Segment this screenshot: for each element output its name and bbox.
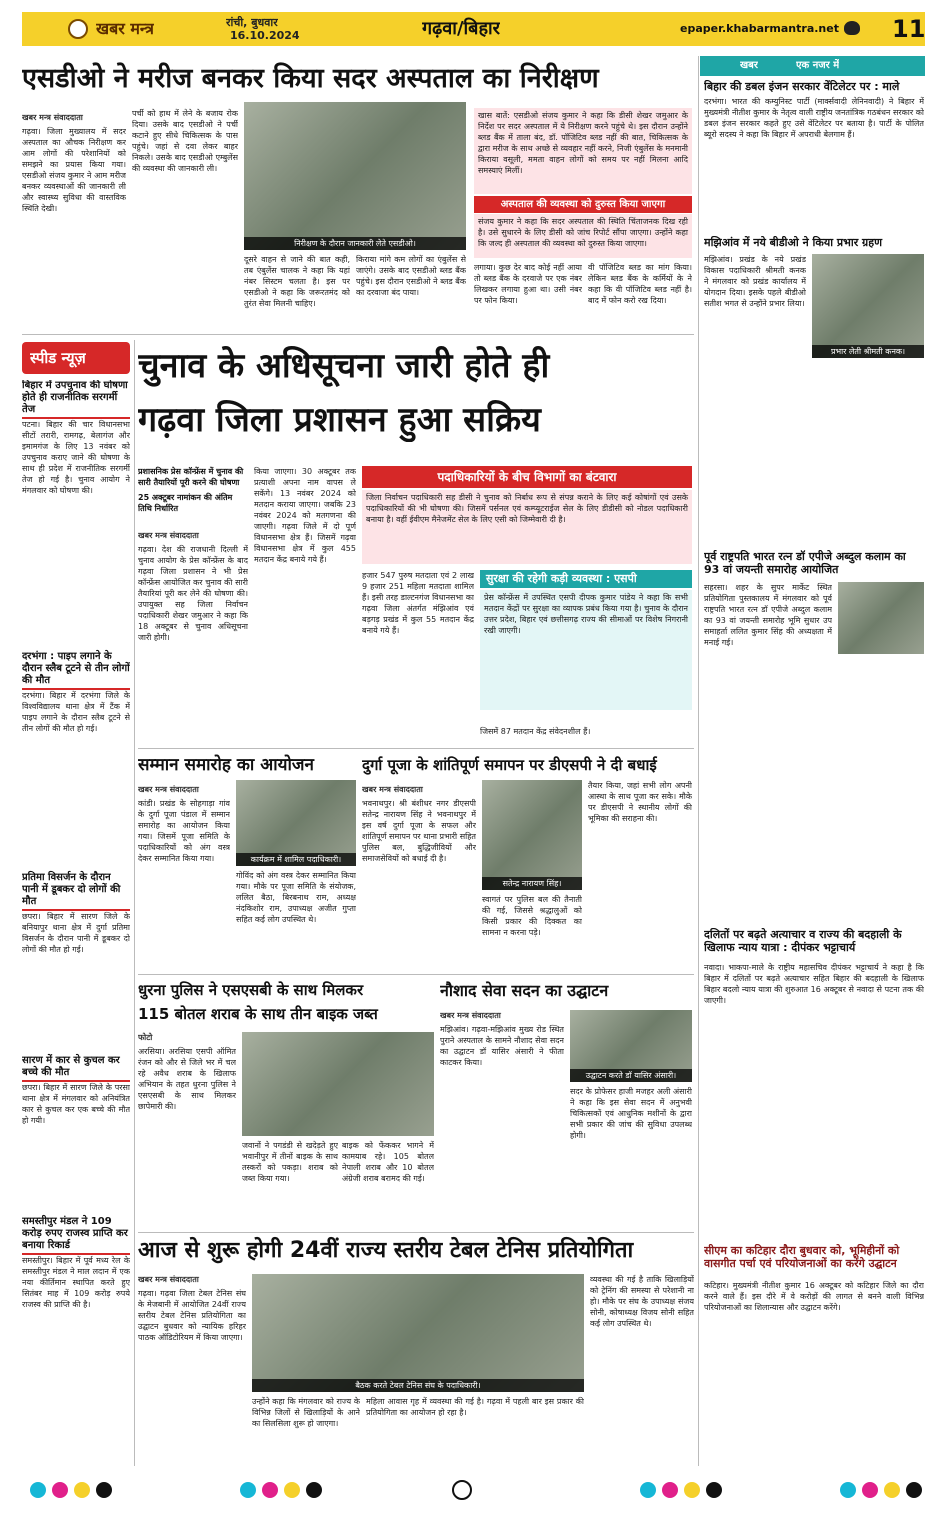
samman-col2: गोविंद को अंग वस्त्र देकर सम्मानित किया गया। मौके पर पूजा समिति के संयोजक, ललित बैठा, बिरबनाथ राम, अध्यक्ष नंदकिशोर राम, उपाध्यक्ष अजीत गुप्ता सहित कई लोग उपस्थित थे। — [236, 871, 356, 924]
main-teal-text: प्रेस कॉन्फ्रेंस में उपस्थित एसपी दीपक कुमार पांडेय ने कहा कि सभी मतदान केंद्रों पर सुरक्षा का व्यापक प्रबंध किया गया है। चुनाव के दौरान उत्तर प्रदेश, बिहार एवं छत्तीसगढ़ राज्य की सीमाओं पर विशेष निगरानी रखी जाएगी। — [480, 590, 692, 710]
speed-item-title-4: सारण में कार से कुचल कर बच्चे की मौत — [22, 1055, 130, 1082]
color-dot-black-3 — [706, 1482, 722, 1498]
page-number: 11 — [892, 15, 925, 43]
main-pink-text: जिला निर्वाचन पदाधिकारी सह डीसी ने चुनाव को निर्बाध रूप से संपन्न कराने के लिए कई कोषांगों एवं उसके पदाधिकारियों की भी घोषणा की। जिसमें पर्सनल एवं कम्प्यूटराईज सेल के लिए डीडीसी को नोडल पदाधिकारी बनाया है। वहीं ईवीएम मैनेजमेंट सेल के लिए एसी को जिम्मेवारी दी है। — [362, 490, 692, 564]
color-dot-cyan-4 — [840, 1482, 856, 1498]
column-rule-left — [134, 340, 135, 1466]
samman-photo — [236, 780, 356, 866]
lead-byline: खबर मन्त्र संवाददाता — [22, 113, 83, 122]
durga-col2: स्वागतं पर पुलिस बल की तैनाती की गई, जिससे श्रद्धालुओं को किसी प्रकार की दिक्कत का सामना न करना पड़े। — [482, 895, 582, 937]
right-tag-2: एक नजर में — [796, 60, 840, 71]
color-dot-magenta-3 — [662, 1482, 678, 1498]
lead-subhead-text: संजय कुमार ने कहा कि सदर अस्पताल की स्थिति चिंताजनक दिख रही है। उसे सुधारने के लिए डीसी को जांच रिपोर्ट सौंपा जाएगा। उन्होंने कहा कि जल्द ही अस्पताल की व्यवस्था को दुरुस्त किया जाएगा। — [474, 214, 692, 258]
right-tag-bar — [700, 56, 925, 76]
right-item-text-1: दरभंगा। भारत की कम्युनिस्ट पार्टी (मार्क्सवादी लेनिनवादी) ने बिहार में मुख्यमंत्री नीतीश कुमार के नेतृत्व वाली राष्ट्रीय जनतांत्रिक गठबंधन सरकार को डबल इंजन सरकार कहते हुए उसे वेंटिलेटर पर बताया है। पार्टी के पोलित ब्यूरो सदस्य ने कहा कि बिहार में अपराधी बेलगाम हैं। — [704, 97, 924, 139]
speed-item-text-5: समस्तीपुर। बिहार में पूर्व मध्य रेल के समस्तीपुर मंडल ने माल लदान में एक नया कीर्तिमान स्थापित करते हुए सितंबर माह में 109 करोड़ रुपये राजस्व की प्राप्ति की है। — [22, 1256, 130, 1309]
main-col3: हजार 547 पुरुष मतदाता एवं 2 लाख 9 हजार 251 महिला मतदाता शामिल हैं। इसी तरह डाल्टनगंज विधानसभा का गढ़वा जिला अंतर्गत मंझिआंव एवं बड़गड़ प्रखंड में कुल 55 मतदान केंद्र बनाये गये हैं। — [362, 571, 474, 635]
main-teal-head: सुरक्षा की रहेगी कड़ी व्यवस्था : एसपी — [480, 570, 692, 588]
tt-photo — [252, 1274, 584, 1392]
durga-headline: दुर्गा पूजा के शांतिपूर्ण समापन पर डीएसपी ने दी बधाई — [362, 756, 657, 774]
lead-col6: लगाया। कुछ देर बाद कोई नहीं आया तो ब्लड बैंक के दरवाजे पर एक नंबर लिखकर लगाया हुआ था। उसी नंबर पर फोन किया। — [474, 263, 582, 305]
page-header — [22, 12, 925, 46]
section-rule-3 — [138, 974, 694, 975]
logo-text: खबर मन्त्र — [96, 19, 154, 38]
tt-col2: उन्होंने कहा कि मंगलवार को राज्य के विभिन्न जिलों से खिलाड़ियों के आने का सिलसिला शुरू हो जाएगा। — [252, 1397, 360, 1428]
naushad-photo — [570, 1010, 692, 1082]
speed-item-title-1: बिहार में उपचुनाव की घोषणा होते ही राजनीतिक सरगर्मी तेज — [22, 380, 130, 419]
color-dot-black-2 — [306, 1482, 322, 1498]
lead-col4: किराया मांगे कम लोगों का एंबुलेंस से जाएंगे। उसके बाद एसडीओ ब्लड बैंक पहुंचे। इस दौरान एसडीओ ने ब्लड बैंक का दरवाजा बंद पाया। — [356, 255, 466, 297]
speed-item-text-3: छपरा। बिहार में सारण जिले के बनियापुर थाना क्षेत्र में दुर्गा प्रतिमा विसर्जन के दौरान पानी में डूबकर दो लोगों की मौत हो गई। — [22, 912, 130, 954]
main-col1: गढ़वा। देश की राजधानी दिल्ली में चुनाव आयोग के प्रेस कॉन्फ्रेंस के बाद गढ़वा जिला प्रशासन ने भी प्रेस कॉन्फ्रेंस आयोजित कर चुनाव की सारी तैयारियां पूरी कर लेने की घोषणा की। उपायुक्त सह जिला निर्वाचन पदाधिकारी शेखर जमुआर ने कहा कि 18 अक्टूबर से चुनाव अधिसूचना जारी होगी। — [138, 545, 248, 642]
lead-col2: पर्ची को हाथ में लेने के बजाय रोक दिया। उसके बाद एसडीओ ने पर्ची कटाने हुए सीधे चिकित्सक के पास पहुंचे। जहां से दवा लेकर बाहर निकले। उसके बाद एसडीओ एम्बुलेंस की व्यवस्था की जानकारी ली। — [132, 109, 238, 173]
samman-col1: कांडी। प्रखंड के सोहगाड़ा गांव के दुर्गा पूजा पंडाल में सम्मान समारोह का आयोजन किया गया। जिसमें पूजा समिति के पदाधिकारियों को अंग वस्त्र देकर सम्मानित किया गया। — [138, 799, 230, 863]
right-item-title-3: पूर्व राष्ट्रपति भारत रत्न डॉ एपीजे अब्दुल कलाम का 93 वां जयन्ती समारोह आयोजित — [704, 550, 906, 576]
liquor-col1: अरसिया। अरसिया एसपी ऑमित रंजन को और से जिले भर में चल रहे अवैध शराब के खिलाफ अभियान के तहत धुरना पुलिस ने एसएसबी के साथ मिलकर छापेमारी की। — [138, 1047, 236, 1111]
speed-item-text-4: छपरा। बिहार में सारण जिले के परसा थाना क्षेत्र में मंगलवार को अनियंत्रित कार से कुचल कर एक बच्चे की मौत हो गयी। — [22, 1083, 130, 1125]
right-item-text-2: मझिआंव। प्रखंड के नये प्रखंड विकास पदाधिकारी श्रीमती कनक ने मंगलवार को प्रखंड कार्यालय में योगदान दिया। इसके पहले बीडीओ सतीश भगत से उन्होंने प्रभार लिया। — [704, 255, 806, 308]
header-city: रांची, बुधवार — [226, 16, 278, 29]
naushad-headline: नौशाद सेवा सदन का उद्घाटन — [440, 981, 609, 1000]
naushad-photo-caption: उद्घाटन करते डॉ यासिर अंसारी। — [570, 1069, 692, 1082]
lead-subhead: अस्पताल की व्यवस्था को दुरुस्त किया जाएगा — [474, 196, 692, 213]
naushad-col2: सदर के प्रोफेसर हाजी मजहर अली अंसारी ने कहा कि इस सेवा सदन में अनुभवी चिकित्सकों एवं आधुनिक मशीनों के द्वारा सभी प्रकार की जांच की सुविधा उपलब्ध होगी। — [570, 1087, 692, 1140]
color-dot-yellow — [74, 1482, 90, 1498]
section-rule-4 — [138, 1232, 694, 1233]
right-item-title-1: बिहार की डबल इंजन सरकार वेंटिलेटर पर : माले — [704, 80, 900, 93]
mouse-icon — [844, 21, 860, 35]
samman-byline: खबर मन्त्र संवाददाता — [138, 785, 199, 794]
main-bullets — [138, 466, 248, 526]
color-dot-black — [96, 1482, 112, 1498]
speed-item-text-2: दरभंगा। बिहार में दरभंगा जिले के विश्वविद्यालय थाना क्षेत्र में टैंक में पाइप लगाने के दौरान स्लैब टूटने से तीन लोगों की मौत हो गई। — [22, 691, 130, 733]
main-headline-line1: चुनाव के अधिसूचना जारी होते ही — [138, 346, 550, 386]
main-byline: खबर मन्त्र संवाददाता — [138, 531, 199, 540]
main-col2: किया जाएगा। 30 अक्टूबर तक प्रत्याशी अपना नाम वापस ले सकेंगे। 13 नवंबर 2024 को मतदान कराया जाएगा। जबकि 23 नवंबर 2024 को मतगणना की जाएगी। गढ़वा जिले में दो पूर्ण विधानसभा क्षेत्र हैं। जिसमें गढ़वा विधानसभा क्षेत्र में कुल 455 मतदान केंद्र बनाये गये हैं। — [254, 467, 356, 564]
section-rule-1 — [22, 334, 694, 335]
durga-photo — [482, 780, 582, 890]
color-dot-yellow-4 — [884, 1482, 900, 1498]
liquor-headline-1: धुरना पुलिस ने एसएसबी के साथ मिलकर — [138, 981, 364, 999]
color-dot-cyan-2 — [240, 1482, 256, 1498]
speed-item-title-2: दरभंगा : पाइप लगाने के दौरान स्लैब टूटने से तीन लोगों की मौत — [22, 651, 130, 690]
lead-col1: गढ़वा। जिला मुख्यालय में सदर अस्पताल का औचक निरीक्षण कर आम लोगों की परेशानियों को समझने का प्रयास किया गया। एसडीओ संजय कुमार ने आम मरीज बनकर व्यवस्थाओं की जानकारी ली और स्वास्थ्य सुविधा की वास्तविक स्थिति देखी। — [22, 127, 126, 213]
speed-news-label — [22, 342, 130, 374]
tt-col1: गढ़वा। गढ़वा जिला टेबल टेनिस संघ के मेजबानी में आयोजित 24वीं राज्य स्तरीय टेबल टेनिस प्रतियोगिता का उद्घाटन बुधवार को न्यायिक हरिहर पाठक ऑडिटोरियम में किया जाएगा। — [138, 1289, 246, 1342]
speed-news-list — [22, 380, 130, 1460]
main-headline-line2: गढ़वा जिला प्रशासन हुआ सक्रिय — [138, 400, 541, 440]
registration-mark-icon — [452, 1480, 472, 1500]
naushad-col1: मझिआंव। गढ़वा-मझिआंव मुख्य रोड स्थित पुराने अस्पताल के सामने नौशाद सेवा सदन का उद्घाटन डॉ यासिर अंसारी ने फीता काटकर किया। — [440, 1025, 564, 1067]
tt-photo-caption: बैठक करते टेबल टेनिस संघ के पदाधिकारी। — [252, 1379, 584, 1392]
section-rule-2 — [138, 748, 694, 749]
lead-col3: दूसरे वाहन से जाने की बात कही, तब एंबुलेंस चालक ने कहा कि यहां नंबर सिस्टम चलता है। इस पर एसडीओ ने कहा कि जरूरतमंद को तुरंत सेवा मिलनी चाहिए। — [244, 255, 350, 308]
right-item-text-5: कटिहार। मुख्यमंत्री नीतीश कुमार 16 अक्टूबर को कटिहार जिले का दौरा करने वाले हैं। इस दौरे में वे करोड़ों की लागत से बनने वाली विभिन्न परियोजनाओं का शिलान्यास और उद्घाटन करेंगे। — [704, 1281, 924, 1312]
main-col4: जिसमें 87 मतदान केंद्र संवेदनशील हैं। — [480, 727, 591, 736]
website-url[interactable]: epaper.khabarmantra.net — [680, 22, 839, 35]
color-dot-magenta — [52, 1482, 68, 1498]
right-item-text-4: नवादा। भाकपा-माले के राष्ट्रीय महासचिव दीपंकर भट्टाचार्य ने कहा है कि बिहार में दलितों पर बढ़ते अत्याचार सहित बिहार की बदहाली के खिलाफ बिहार बदलो न्याय यात्रा की शुरुआत 16 अक्टूबर से नवादा से पटना तक की जाएगी। — [704, 963, 924, 1005]
liquor-col3: बाइक को फेंककर भागने में कामयाब रहे। 105 बोतल नेपाली शराब और 10 बोतल अंग्रेजी शराब बरामद की गई। — [342, 1141, 434, 1183]
lead-photo — [244, 102, 466, 250]
main-bullet-1: प्रशासनिक प्रेस कॉन्फ्रेंस में चुनाव की सारी तैयारियों पूरी करने की घोषणा — [138, 467, 244, 487]
color-dot-cyan — [30, 1482, 46, 1498]
samman-headline: सम्मान समारोह का आयोजन — [138, 755, 314, 775]
lead-headline: एसडीओ ने मरीज बनकर किया सदर अस्पताल का निरीक्षण — [22, 63, 599, 94]
color-dot-yellow-2 — [284, 1482, 300, 1498]
right-item-photo-2 — [812, 254, 924, 358]
main-bullet-2: 25 अक्टूबर नामांकन की अंतिम तिथि निर्धारित — [138, 493, 233, 513]
tt-col3: महिला आवास गृह में व्यवस्था की गई है। गढ़वा में पहली बार इस प्रकार की प्रतियोगिता का आयोजन हो रहा है। — [366, 1397, 584, 1417]
tt-col4: व्यवस्था की गई है ताकि खिलाड़ियों को ट्रेनिंग की समस्या से परेशानी ना हो। मौके पर संघ के उपाध्यक्ष संजय सोनी, कोषाध्यक्ष विजय सोनी सहित कई लोग उपस्थित थे। — [590, 1275, 694, 1328]
samman-photo-caption: कार्यक्रम में शामिल पदाधिकारी। — [236, 853, 356, 866]
right-tag: खबर — [740, 60, 758, 71]
color-dot-magenta-4 — [862, 1482, 878, 1498]
lead-col7: वी पॉजिटिव ब्लड का मांग किया। लेकिन ब्लड बैंक के कर्मियों के ने कहा कि वी पॉजिटिव ब्लड नहीं है। बाद में फोन करो रख दिया। — [588, 263, 692, 305]
right-item-text-3: सहरसा। शहर के सुपर मार्केट स्थित प्रतियोगिता पुस्तकालय में मंगलवार को पूर्व राष्ट्रपति भारत रत्न डॉ एपीजे अब्दुल कलाम का 93 वां जयन्ती समारोह भूमि सुधार उप समाहर्ता ललित कुमार सिंह की अध्यक्षता में मनाई गई। — [704, 583, 832, 647]
main-redbox: पदाधिकारियों के बीच विभागों का बंटवारा — [362, 466, 692, 488]
naushad-byline: खबर मन्त्र संवाददाता — [440, 1011, 501, 1020]
durga-photo-caption: सतेन्द्र नारायण सिंह। — [482, 877, 582, 890]
liquor-photo — [242, 1032, 434, 1136]
durga-col1: भवनाथपुर। श्री बंशीधर नगर डीएसपी सतेन्द्र नारायण सिंह ने भवनाथपुर में इस वर्ष दुर्गा पूजा के सफल और शांतिपूर्ण समापन पर थाना प्रभारी सहित पुलिस बल, बुद्धिजीवियों और समाजसेवियों को बधाई दी है। — [362, 799, 476, 863]
durga-byline: खबर मन्त्र संवाददाता — [362, 785, 423, 794]
right-item-photo-3 — [838, 582, 924, 654]
speed-news-title: स्पीड न्यूज़ — [30, 349, 86, 367]
liquor-byline: फोटो — [138, 1033, 153, 1042]
logo-icon — [68, 19, 88, 39]
durga-col3: तैयार किया, जहां सभी लोग अपनी आस्था के साथ पूजा कर सके। मौके पर डीएसपी ने स्थानीय लोगों की भूमिका की सराहना की। — [588, 781, 692, 823]
color-dot-magenta-2 — [262, 1482, 278, 1498]
footer-bar — [0, 1470, 945, 1510]
liquor-col2: जवानों ने पगडंडी से खदेड़ते हुए भवानीपुर में तीनों बाइक के साथ तस्करों को पकड़ा। शराब को जब्त किया गया। — [242, 1141, 338, 1183]
color-dot-yellow-3 — [684, 1482, 700, 1498]
speed-item-title-5: समस्तीपुर मंडल ने 109 करोड़ रुपए राजस्व प्राप्ति कर बनाया रिकार्ड — [22, 1216, 130, 1255]
tt-byline: खबर मन्त्र संवाददाता — [138, 1275, 199, 1284]
right-item-title-5: सीएम का कटिहार दौरा बुधवार को, भूमिहीनों को वासगीत पर्चा एवं परियोजनाओं का करेंगे उद्घाटन — [704, 1244, 900, 1270]
lead-khas-baat: खास बातें: एसडीओ संजय कुमार ने कहा कि डीसी शेखर जमुआर के निर्देश पर सदर अस्पताल में ये निरीक्षण करने पहुंचे थे। इस दौरान उन्होंने ब्लड बैंक में ताला बंद, डॉ. पॉजिटिव ब्लड नहीं की बात, चिकित्सक के द्वारा मरीज के साथ अच्छे से व्यवहार नहीं करने, निजी एंबुलेंस के मनमानी किराया वसूली, ममता वाहन लोगों को समय पर नहीं मिलना आदि समस्याएं मिलीं। — [474, 108, 692, 194]
section-title: गढ़वा/बिहार — [422, 18, 501, 39]
right-item-title-4: दलितों पर बढ़ते अत्याचार व राज्य की बदहाली के खिलाफ न्याय यात्रा : दीपंकर भट्टाचार्य — [704, 928, 902, 954]
speed-item-text-1: पटना। बिहार की चार विधानसभा सीटों तरारी, रामगढ़, बेलागंज और इमामगंज के लिए 13 नवंबर को उपचुनाव कराए जाने की घोषणा के साथ ही प्रदेश में राजनीतिक सरगर्मी तेज हो गई है। चुनाव आयोग ने मंगलवार को घोषणा की। — [22, 420, 130, 495]
right-item-title-2: मझिआंव में नये बीडीओ ने किया प्रभार ग्रहण — [704, 236, 883, 249]
color-dot-black-4 — [906, 1482, 922, 1498]
header-date: 16.10.2024 — [230, 29, 300, 42]
tt-headline: आज से शुरू होगी 24वीं राज्य स्तरीय टेबल टेनिस प्रतियोगिता — [138, 1238, 634, 1263]
lead-photo-caption: निरीक्षण के दौरान जानकारी लेते एसडीओ। — [244, 237, 466, 250]
color-dot-cyan-3 — [640, 1482, 656, 1498]
liquor-headline-2: 115 बोतल शराब के साथ तीन बाइक जब्त — [138, 1005, 378, 1023]
speed-item-title-3: प्रतिमा विसर्जन के दौरान पानी में डूबकर दो लोगों की मौत — [22, 872, 130, 911]
right-item-photo-caption-2: प्रभार लेती श्रीमती कनक। — [812, 345, 924, 358]
column-rule-right — [698, 56, 699, 1466]
